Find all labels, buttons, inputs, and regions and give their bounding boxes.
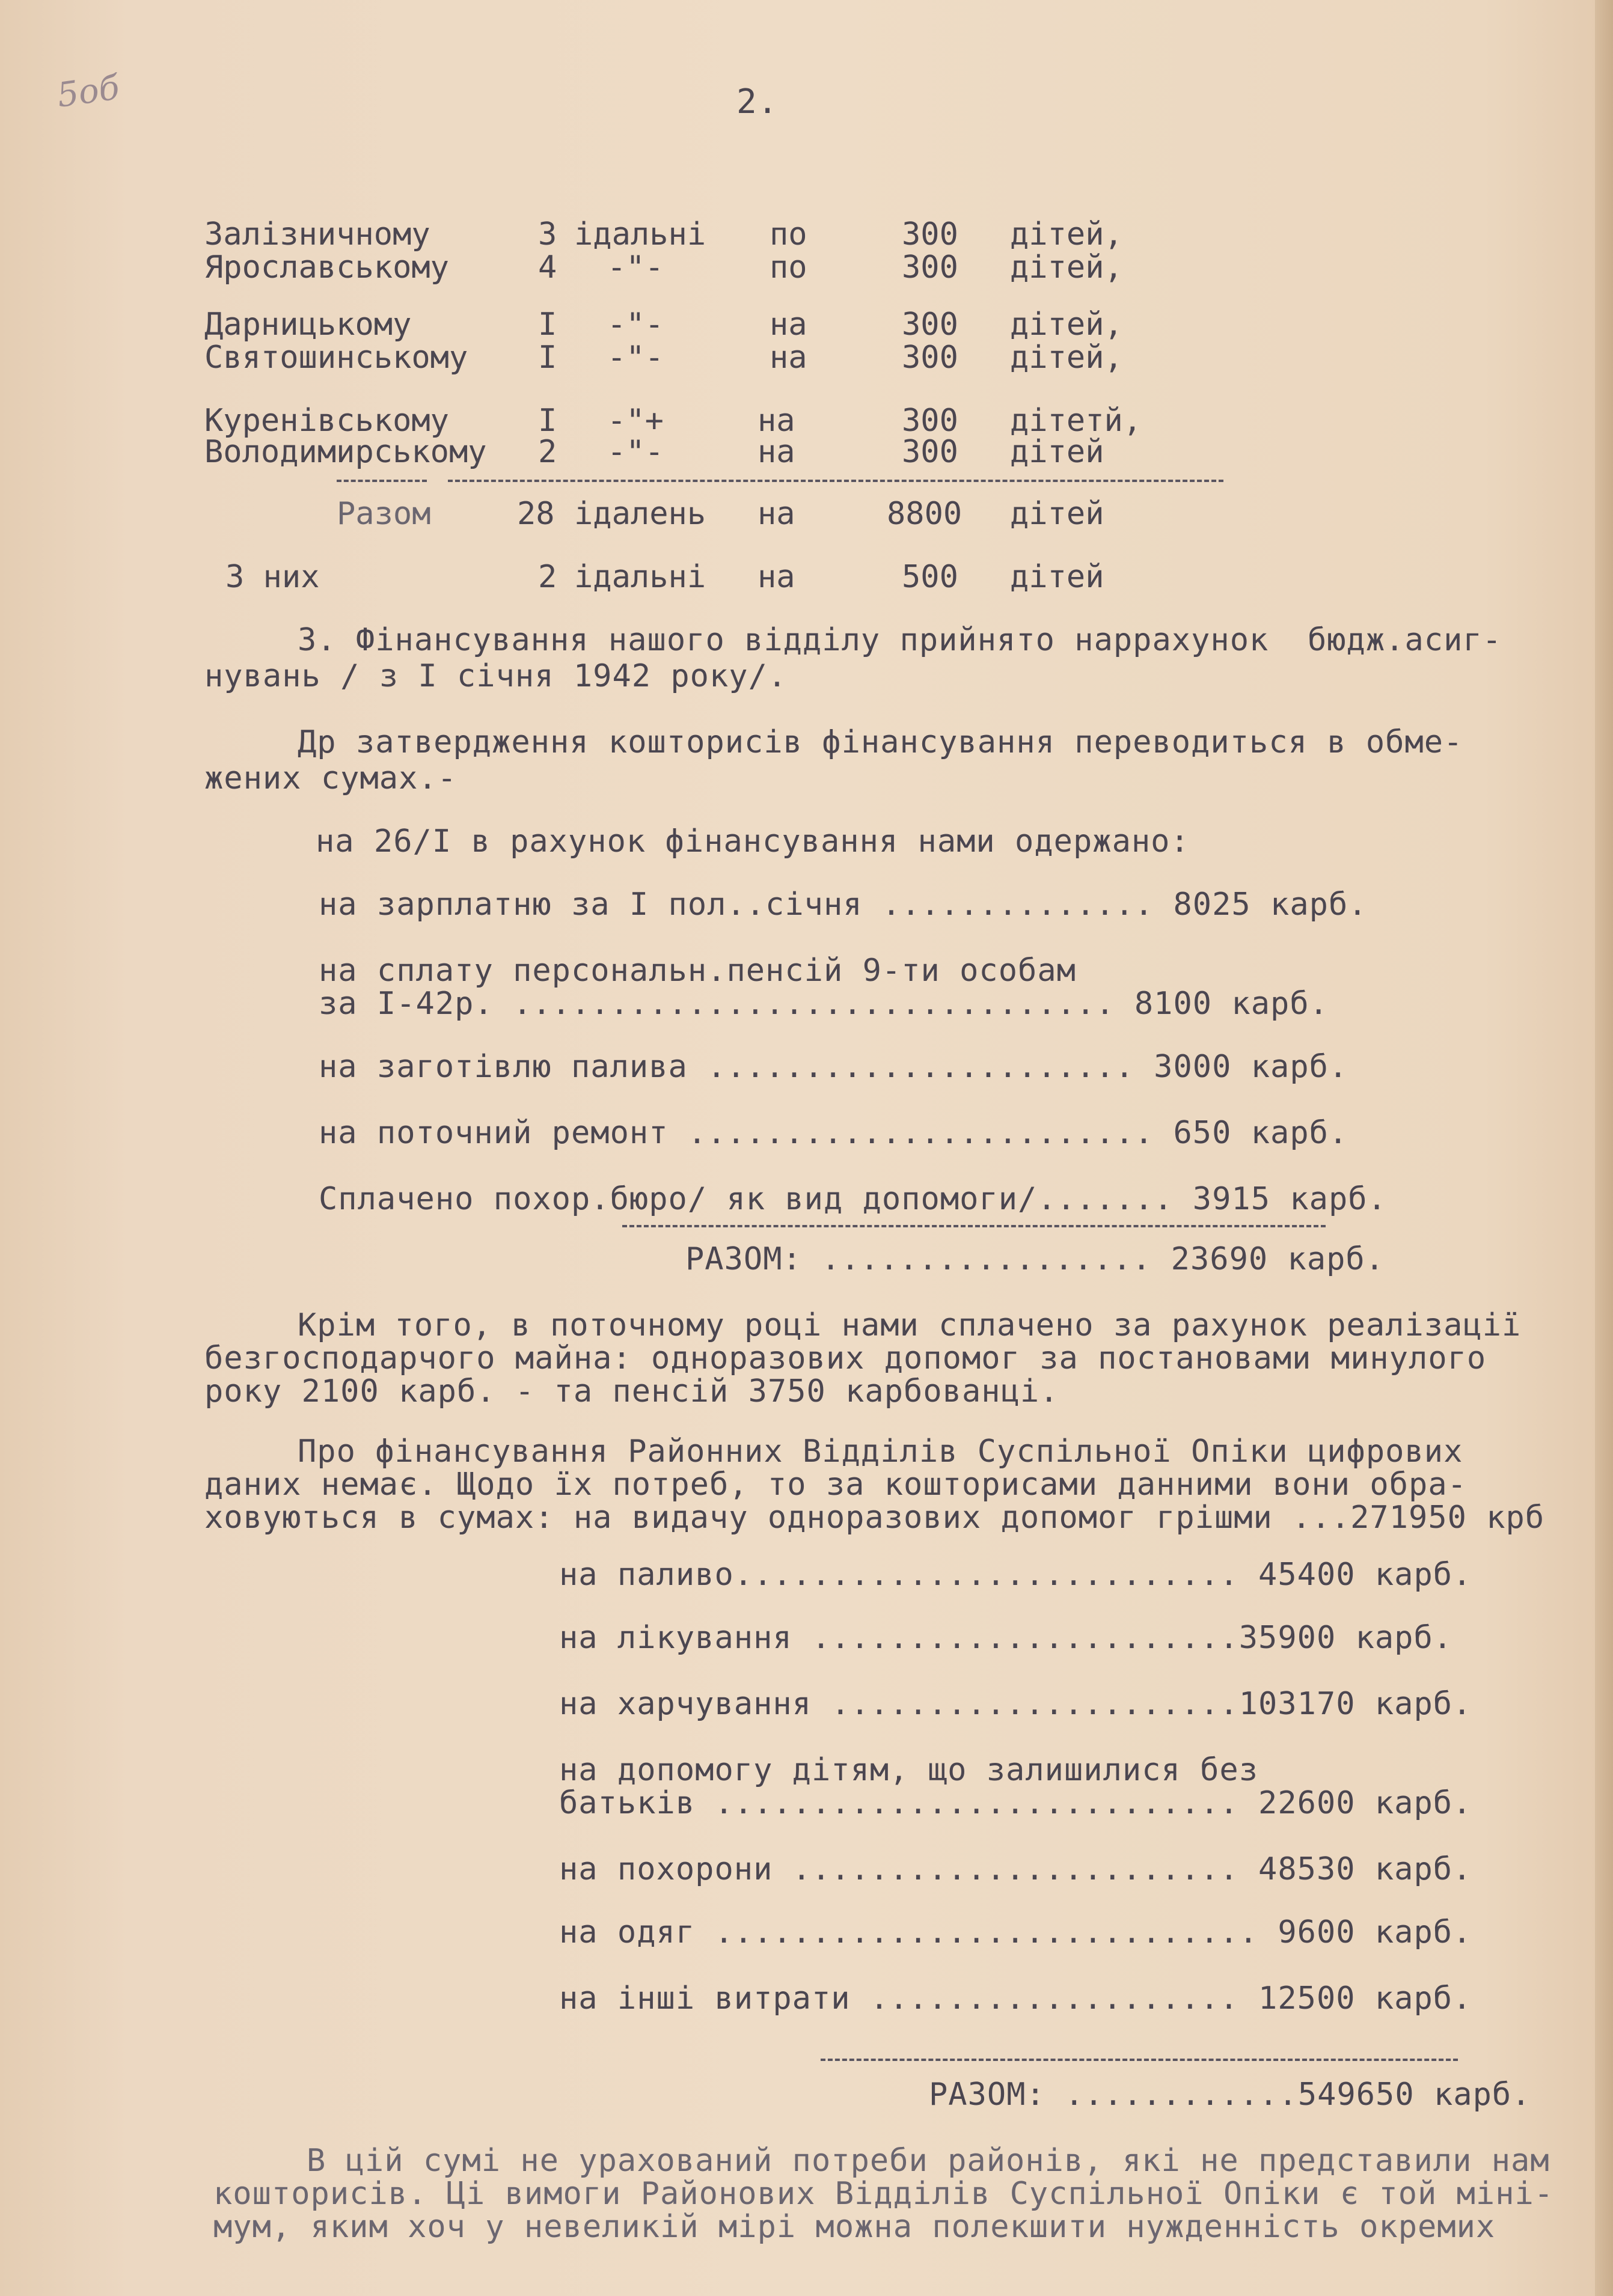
children-unit: дітей <box>1010 434 1104 470</box>
canteen-count: 4 <box>538 249 557 285</box>
expense-item: на одяг ............................ 9600 карб. <box>559 1914 1472 1950</box>
paragraph-approval-line: жених сумах.- <box>204 760 457 796</box>
canteen-kind: -"+ <box>607 403 664 439</box>
received-item: за I-42р. ............................... 8100 карб. <box>319 986 1329 1022</box>
expense-item: на допомогу дітям, що залишилися без <box>559 1752 1259 1788</box>
children-count: 300 <box>902 249 958 285</box>
canteen-prep: на <box>770 340 807 376</box>
children-count: 300 <box>902 340 958 376</box>
received-intro: на 26/I в рахунок фінансування нами одержано: <box>316 823 1190 859</box>
divider-line <box>448 480 1223 482</box>
paragraph-3-line: 3. Фінансування нашого відділу прийнято наррахунок бюдж.асиг- <box>298 622 1502 658</box>
paragraph-besides-line: безгосподарчого майна: одноразових допомог за постановами минулого <box>204 1340 1487 1376</box>
paragraph-districts-line: Про фінансування Районних Відділів Суспільної Опіки цифрових <box>298 1433 1463 1470</box>
divider-line <box>622 1225 1326 1227</box>
children-unit: дітей, <box>1010 307 1123 343</box>
expense-item: на харчування .....................103170 карб. <box>559 1686 1472 1722</box>
children-unit: дітей <box>1010 496 1104 532</box>
expenses-total: РАЗОМ: ............549650 карб. <box>929 2077 1531 2113</box>
canteen-prep: на <box>770 307 807 343</box>
canteen-count: 2 <box>538 434 557 470</box>
district-name: Святошинському <box>204 340 468 376</box>
canteen-kind: ідальні <box>574 216 706 252</box>
total-label: Разом <box>337 496 431 532</box>
canteen-prep: по <box>770 216 807 252</box>
canteen-count: 2 <box>538 559 557 595</box>
children-unit: дітей, <box>1010 340 1123 376</box>
page-number: 2. <box>736 82 779 121</box>
canteen-kind: ідалень <box>574 496 706 532</box>
expense-item: на лікування ......................35900 карб. <box>559 1620 1453 1656</box>
expense-item: батьків ........................... 22600 карб. <box>559 1785 1472 1821</box>
canteen-prep: на <box>758 559 795 595</box>
children-count: 300 <box>902 216 958 252</box>
divider-line <box>337 480 427 482</box>
received-item: на заготівлю палива ...................... 3000 карб. <box>319 1049 1348 1085</box>
canteen-count: I <box>538 307 557 343</box>
children-unit: дітей, <box>1010 216 1123 252</box>
paragraph-besides-line: Крім того, в поточному році нами сплачено за рахунок реалізації <box>298 1307 1522 1343</box>
canteen-prep: на <box>758 403 795 439</box>
canteen-count: I <box>538 340 557 376</box>
canteen-kind: -"- <box>607 307 664 343</box>
archive-folio-note: 5об <box>54 68 122 115</box>
received-item: на поточний ремонт ........................ 650 карб. <box>319 1115 1348 1151</box>
canteen-prep: на <box>758 496 795 532</box>
paragraph-districts-line: ховуються в сумах: на видачу одноразових допомог грішми ...271950 крб <box>204 1500 1545 1536</box>
children-count: 500 <box>902 559 958 595</box>
children-unit: дітей, <box>1010 249 1123 285</box>
paragraph-final-line: В цій сумі не урахований потреби районів, які не представили нам <box>307 2143 1550 2179</box>
expense-item: на паливо.......................... 45400 карб. <box>559 1557 1472 1593</box>
district-name: Володимирському <box>204 434 487 470</box>
canteen-kind: ідальні <box>574 559 706 595</box>
canteen-prep: на <box>758 434 795 470</box>
canteen-count: 3 <box>538 216 557 252</box>
paragraph-besides-line: року 2100 карб. - та пенсій 3750 карбованці. <box>204 1373 1059 1409</box>
canteen-count: I <box>538 403 557 439</box>
paragraph-final-line: мум, яким хоч у невеликій мірі можна полекшити нужденність окремих <box>213 2209 1496 2245</box>
children-unit: дітей <box>1010 559 1104 595</box>
canteen-kind: -"- <box>607 434 664 470</box>
canteen-count: 28 <box>517 496 555 532</box>
district-name: Куренівському <box>204 403 449 439</box>
paper-edge <box>1595 0 1613 2296</box>
district-name: Дарницькому <box>204 307 412 343</box>
canteen-kind: -"- <box>607 340 664 376</box>
children-count: 300 <box>902 403 958 439</box>
paragraph-approval-line: Др затвердження кошторисів фінансування переводиться в обме- <box>298 724 1463 760</box>
children-count: 300 <box>902 434 958 470</box>
district-name: Ярославському <box>204 249 449 285</box>
children-count: 300 <box>902 307 958 343</box>
children-count: 8800 <box>887 496 963 532</box>
district-name: Залізничному <box>204 216 430 252</box>
expense-item: на інші витрати ................... 12500 карб. <box>559 1980 1472 2017</box>
received-item: Сплачено похор.бюро/ як вид допомоги/....... 3915 карб. <box>319 1181 1387 1217</box>
children-unit: дітетй, <box>1010 403 1142 439</box>
canteen-prep: по <box>770 249 807 285</box>
received-item: на сплату персональн.пенсій 9-ти особам <box>319 953 1076 989</box>
received-item: на зарплатню за I пол..січня .............. 8025 карб. <box>319 887 1368 923</box>
expense-item: на похорони ....................... 48530 карб. <box>559 1851 1472 1887</box>
paragraph-final-line: кошторисів. Ці вимоги Районових Відділів Суспільної Опіки є той міні- <box>213 2176 1554 2212</box>
paragraph-districts-line: даних немає. Щодо їх потреб, то за кошторисами данними вони обра- <box>204 1467 1467 1503</box>
paragraph-3-line: нувань / з I січня 1942 року/. <box>204 658 788 694</box>
canteen-kind: -"- <box>607 249 664 285</box>
received-total: РАЗОМ: ................. 23690 карб. <box>685 1241 1385 1277</box>
divider-line <box>821 2059 1458 2061</box>
subtotal-label: З них <box>225 559 320 595</box>
